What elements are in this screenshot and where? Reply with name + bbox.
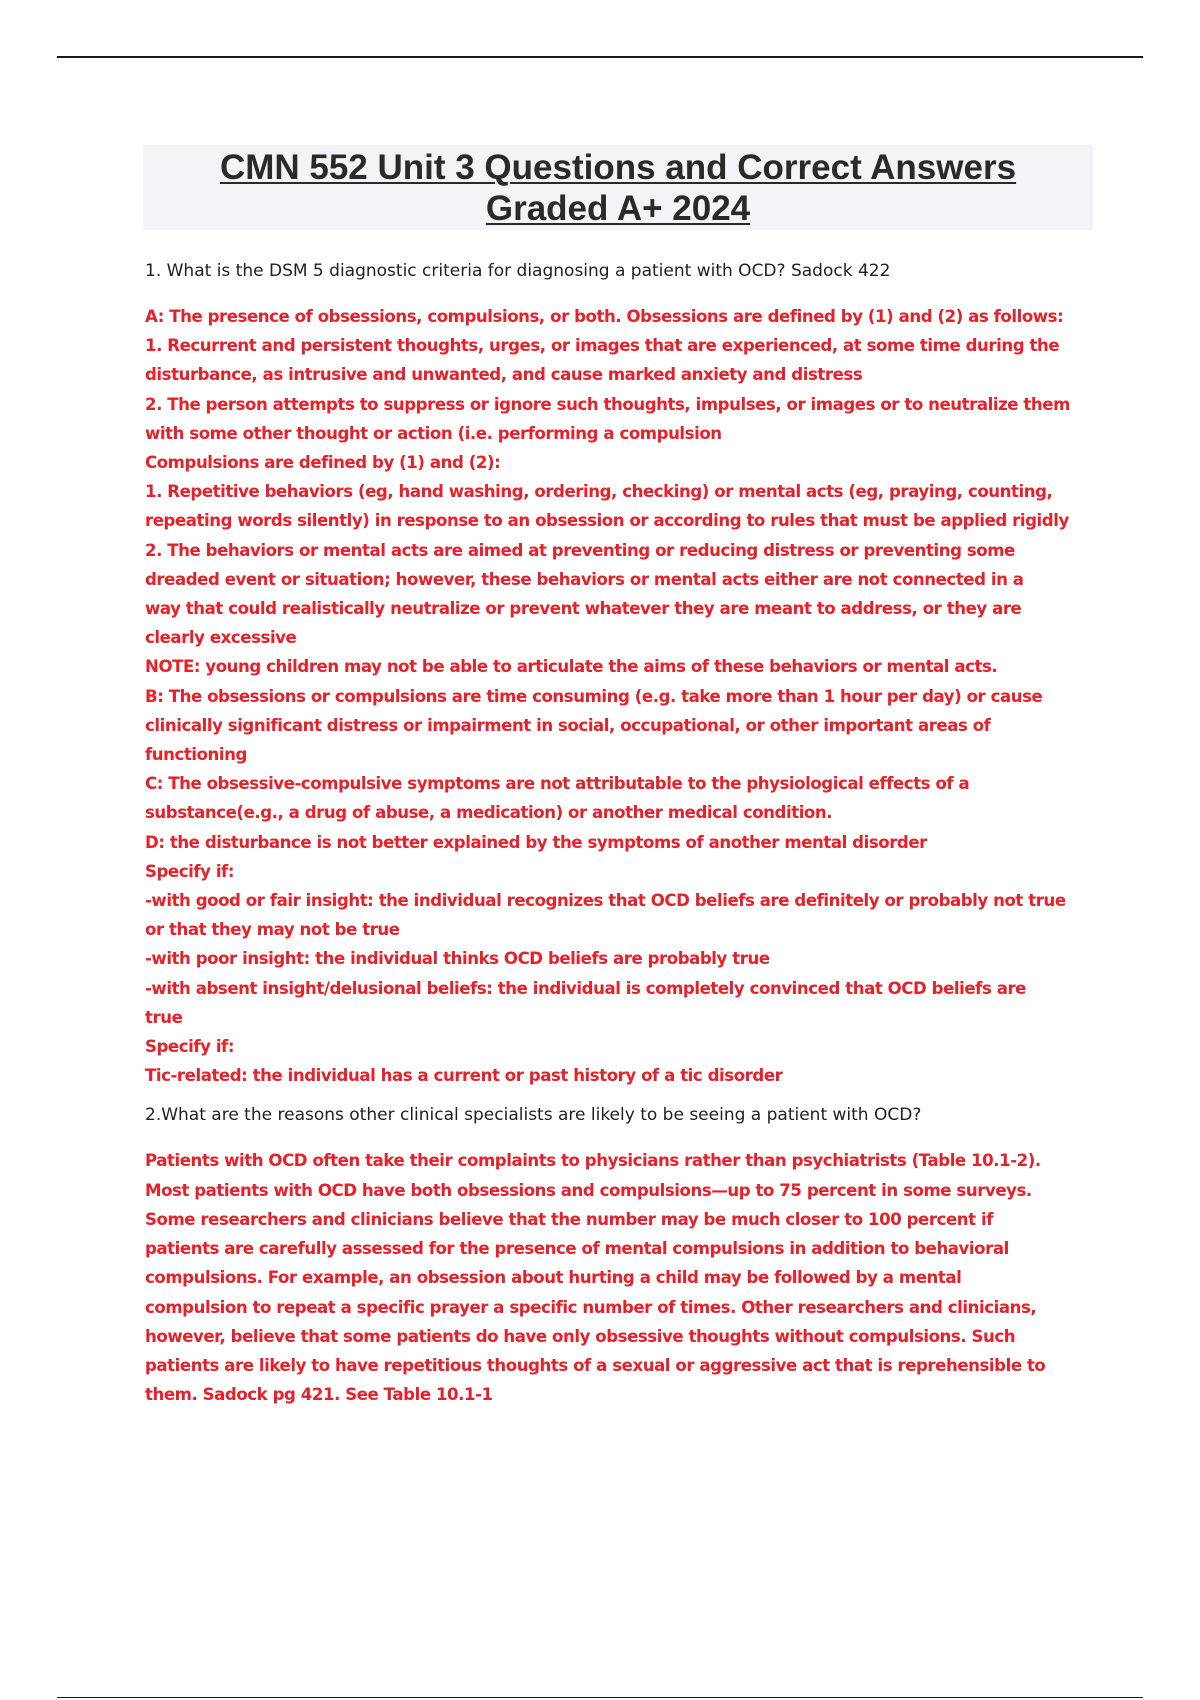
answer-line: compulsions. For example, an obsession about hurting a child may be followed by a mental xyxy=(145,1268,962,1288)
answer-line: Most patients with OCD have both obsessions and compulsions—up to 75 percent in some surveys. xyxy=(145,1180,1032,1200)
answer-line: Patients with OCD often take their complaints to physicians rather than psychiatrists (Table 10.1-2). xyxy=(145,1151,1041,1171)
answer-line: -with absent insight/delusional beliefs: the individual is completely convinced that OCD beliefs are xyxy=(145,978,1026,998)
answer-line: 2. The behaviors or mental acts are aimed at preventing or reducing distress or preventing some xyxy=(145,540,1015,560)
answer-line: 1. Repetitive behaviors (eg, hand washing, ordering, checking) or mental acts (eg, praying, counting, xyxy=(145,482,1053,502)
title-line-1: CMN 552 Unit 3 Questions and Correct Answers xyxy=(219,148,1017,187)
question-1: 1. What is the DSM 5 diagnostic criteria for diagnosing a patient with OCD? Sadock 422 xyxy=(145,261,891,281)
answer-line: Compulsions are defined by (1) and (2): xyxy=(145,453,501,473)
answer-line: clinically significant distress or impairment in social, occupational, or other important areas of xyxy=(145,715,991,735)
title-line-2: Graded A+ 2024 xyxy=(485,189,751,228)
document-title xyxy=(143,145,1093,230)
question-2: 2.What are the reasons other clinical specialists are likely to be seeing a patient with OCD? xyxy=(145,1105,922,1126)
header-rule xyxy=(57,56,1143,58)
answer-line: them. Sadock pg 421. See Table 10.1-1 xyxy=(145,1385,493,1405)
answer-line: Some researchers and clinicians believe that the number may be much closer to 100 percent if xyxy=(145,1209,993,1229)
answer-line: way that could realistically neutralize or prevent whatever they are meant to address, or they are xyxy=(145,599,1022,619)
answer-line: -with good or fair insight: the individual recognizes that OCD beliefs are definitely or probably not true xyxy=(145,891,1066,911)
answer-line: clearly excessive xyxy=(145,628,297,648)
answer-1 xyxy=(145,302,1090,1090)
answer-line: 1. Recurrent and persistent thoughts, urges, or images that are experienced, at some time during the xyxy=(145,336,1060,356)
answer-line: patients are likely to have repetitious thoughts of a sexual or aggressive act that is reprehensible to xyxy=(145,1355,1046,1375)
answer-line: or that they may not be true xyxy=(145,920,400,940)
answer-line: -with poor insight: the individual thinks OCD beliefs are probably true xyxy=(145,949,770,969)
answer-line: however, believe that some patients do have only obsessive thoughts without compulsions. Such xyxy=(145,1326,1016,1346)
answer-line: C: The obsessive-compulsive symptoms are not attributable to the physiological effects of a xyxy=(145,774,970,794)
answer-line: Specify if: xyxy=(145,861,235,881)
answer-line: Specify if: xyxy=(145,1037,235,1057)
answer-line: patients are carefully assessed for the presence of mental compulsions in addition to behavioral xyxy=(145,1239,1009,1259)
answer-line: true xyxy=(145,1007,183,1027)
answer-2 xyxy=(145,1146,1090,1409)
answer-line: A: The presence of obsessions, compulsions, or both. Obsessions are defined by (1) and (2) as follows: xyxy=(145,307,1064,326)
document-body xyxy=(145,258,1090,1409)
answer-line: NOTE: young children may not be able to articulate the aims of these behaviors or mental acts. xyxy=(145,657,998,677)
answer-line: D: the disturbance is not better explained by the symptoms of another mental disorder xyxy=(145,832,927,852)
answer-line: B: The obsessions or compulsions are time consuming (e.g. take more than 1 hour per day) or cause xyxy=(145,686,1043,706)
answer-line: compulsion to repeat a specific prayer a specific number of times. Other researchers and clinicians, xyxy=(145,1297,1037,1317)
answer-line: functioning xyxy=(145,745,247,765)
answer-line: repeating words silently) in response to an obsession or according to rules that must be applied rigidly xyxy=(145,511,1069,531)
answer-line: Tic-related: the individual has a current or past history of a tic disorder xyxy=(145,1066,783,1086)
answer-line: dreaded event or situation; however, these behaviors or mental acts either are not connected in a xyxy=(145,569,1024,589)
answer-line: substance(e.g., a drug of abuse, a medication) or another medical condition. xyxy=(145,803,833,823)
answer-line: disturbance, as intrusive and unwanted, and cause marked anxiety and distress xyxy=(145,365,863,385)
footer-rule xyxy=(57,1697,1143,1698)
answer-line: 2. The person attempts to suppress or ignore such thoughts, impulses, or images or to neutralize them xyxy=(145,394,1070,414)
answer-line: with some other thought or action (i.e. performing a compulsion xyxy=(145,423,722,443)
